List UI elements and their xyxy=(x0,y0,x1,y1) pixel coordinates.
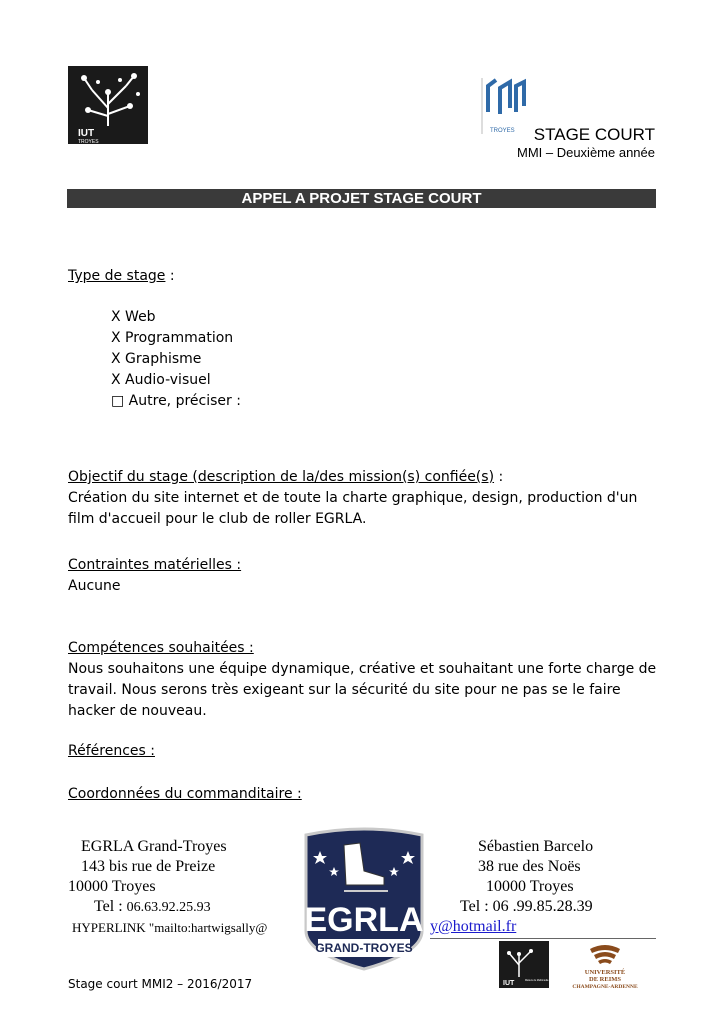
universite-reims-logo-icon xyxy=(572,943,638,989)
objectif-text-1: Création du site internet et de toute la charte graphique, design, production d'un xyxy=(68,490,638,506)
svg-text:Métiers du Multimédia et de l': Métiers du Multimédia et de l'Internet xyxy=(525,979,565,982)
type-item-web: X Web xyxy=(111,309,156,325)
svg-text:IUT: IUT xyxy=(503,980,515,987)
iut-tree-logo-icon xyxy=(68,66,148,144)
type-stage-suffix: : xyxy=(165,268,175,284)
competences-text-2: travail. Nous serons très exigeant sur la sécurité du site pour ne pas se le faire xyxy=(68,682,621,698)
type-item-graphisme: X Graphisme xyxy=(111,351,202,367)
contraintes-label: Contraintes matérielles : xyxy=(68,557,242,573)
left-contact-name: EGRLA Grand-Troyes xyxy=(81,838,227,855)
svg-text:GRAND-TROYES: GRAND-TROYES xyxy=(315,941,413,955)
competences-text-3: hacker de nouveau. xyxy=(68,703,207,719)
type-item-autre: □ Autre, préciser : xyxy=(111,393,241,409)
type-item-programmation: X Programmation xyxy=(111,330,234,346)
svg-text:EGRLA: EGRLA xyxy=(304,901,424,939)
footer-text: Stage court MMI2 – 2016/2017 xyxy=(68,977,253,991)
right-contact xyxy=(430,837,660,937)
egrla-skate-badge-icon xyxy=(300,827,428,973)
left-contact-city: 10000 Troyes xyxy=(68,878,156,895)
type-stage-list xyxy=(111,307,241,412)
left-contact xyxy=(68,837,267,938)
svg-text:UNIVERSITÉ: UNIVERSITÉ xyxy=(584,969,626,976)
references-label: Références : xyxy=(68,743,155,759)
left-contact-hyperlink: HYPERLINK "mailto:hartwigsally@ xyxy=(72,920,268,935)
footer-iut-logo xyxy=(499,941,565,988)
iut-mmi-logo-icon xyxy=(499,941,565,988)
competences-label: Compétences souhaitées : xyxy=(68,640,254,656)
egrla-badge xyxy=(300,827,428,973)
mmi-logo-icon xyxy=(482,76,530,136)
right-contact-email-link[interactable]: y@hotmail.fr xyxy=(430,918,517,935)
iut-troyes-logo xyxy=(68,66,148,144)
objectif-label: Objectif du stage (description de la/des mission(s) confiée(s) xyxy=(68,469,495,485)
left-contact-tel-label: Tel : xyxy=(94,898,123,915)
svg-text:TROYES: TROYES xyxy=(490,128,515,134)
type-stage-heading xyxy=(68,266,175,287)
svg-text:IUT: IUT xyxy=(78,128,95,139)
divider-line xyxy=(430,938,656,939)
competences-section xyxy=(68,638,656,722)
coordonnees-label: Coordonnées du commanditaire : xyxy=(68,786,302,802)
footer-reims-logo xyxy=(572,943,638,989)
svg-text:CHAMPAGNE-ARDENNE: CHAMPAGNE-ARDENNE xyxy=(572,984,638,990)
title-banner: APPEL A PROJET STAGE COURT xyxy=(67,189,656,208)
contraintes-value: Aucune xyxy=(68,578,121,594)
right-contact-street: 38 rue des Noës xyxy=(478,858,581,875)
objectif-section xyxy=(68,467,637,530)
left-contact-tel: 06.63.92.25.93 xyxy=(126,900,211,915)
mmi-logo xyxy=(482,76,530,136)
stage-court-title: STAGE COURT xyxy=(533,125,655,144)
right-contact-name: Sébastien Barcelo xyxy=(478,838,594,855)
objectif-text-2: film d'accueil pour le club de roller EGRLA. xyxy=(68,511,367,527)
type-item-audio-visuel: X Audio-visuel xyxy=(111,372,211,388)
mmi-annee-subtitle: MMI – Deuxième année xyxy=(516,145,655,160)
right-contact-tel: Tel : 06 .99.85.28.39 xyxy=(460,898,593,915)
right-contact-city: 10000 Troyes xyxy=(486,878,574,895)
competences-text-1: Nous souhaitons une équipe dynamique, créative et souhaitant une forte charge de xyxy=(68,661,657,677)
contraintes-section xyxy=(68,555,241,597)
svg-text:TROYES: TROYES xyxy=(78,139,99,145)
left-contact-street: 143 bis rue de Preize xyxy=(81,858,216,875)
type-stage-label: Type de stage xyxy=(68,268,166,284)
objectif-suffix: : xyxy=(494,469,504,485)
svg-text:DE REIMS: DE REIMS xyxy=(589,976,621,983)
